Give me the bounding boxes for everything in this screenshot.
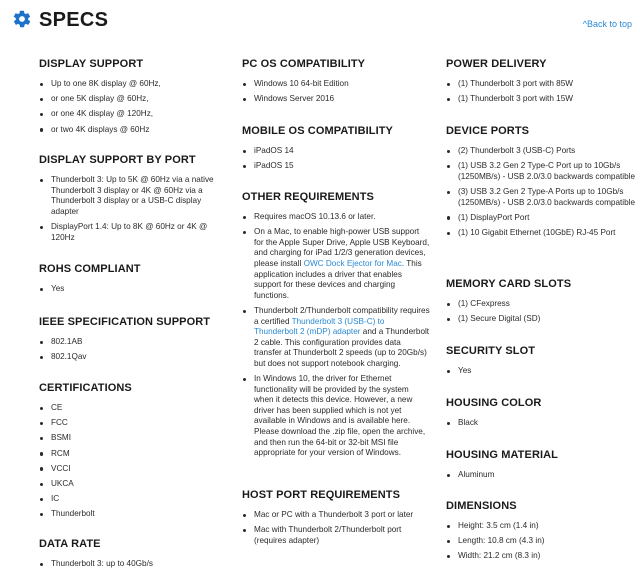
list-item: BSMI bbox=[39, 433, 224, 444]
list-item-text: and a Thunderbolt 2 cable. This configuration provides data transfer at Thunderbolt 2 speeds (up to 20Gb/s) but does not support notebook charging. bbox=[254, 327, 430, 368]
section-title: HOST PORT REQUIREMENTS bbox=[242, 489, 401, 501]
section-data-rate bbox=[39, 538, 224, 568]
list-item: (1) Secure Digital (SD) bbox=[446, 314, 636, 325]
back-to-top-link[interactable]: ^Back to top bbox=[582, 19, 632, 29]
section-security-slot bbox=[446, 345, 636, 381]
list-item: (1) DisplayPort Port bbox=[446, 213, 636, 224]
list-item: DisplayPort 1.4: Up to 8K @ 60Hz or 4K @ 120Hz bbox=[39, 222, 224, 243]
list-item: In Windows 10, the driver for Ethernet functionality will be provided by the system when it detects this device. However, a new driver has been supplied which is not yet available in Windows and is available here. Please download the .zip file, open the archive, and then run the 64-bit or 32-bit MSI file appropriate for your version of Windows. bbox=[242, 374, 430, 459]
list-item bbox=[242, 227, 430, 301]
list-item: FCC bbox=[39, 418, 224, 429]
list-item: RCM bbox=[39, 449, 224, 460]
section-title: ROHS COMPLIANT bbox=[39, 263, 141, 275]
section-title: CERTIFICATIONS bbox=[39, 382, 132, 394]
gear-icon bbox=[12, 9, 32, 29]
section-title: HOUSING MATERIAL bbox=[446, 449, 559, 461]
page-title: SPECS bbox=[39, 9, 109, 31]
list-item: Height: 3.5 cm (1.4 in) bbox=[446, 521, 636, 532]
list-item: Up to one 8K display @ 60Hz, bbox=[39, 79, 224, 90]
section-pc-os bbox=[242, 58, 430, 109]
section-title: DIMENSIONS bbox=[446, 500, 517, 512]
list-item-text: On a Mac, to enable high-power USB support for the Apple Super Drive, Apple USB Keyboard, and charging for iPad 1/2/3 generation devices, please install bbox=[254, 227, 430, 268]
section-device-ports bbox=[446, 125, 636, 243]
list-item: Thunderbolt 3: Up to 5K @ 60Hz via a native Thunderbolt 3 display or 4K @ 60Hz via a Thunderbolt 3 display or a USB-C display adapter bbox=[39, 175, 224, 217]
list-item: Aluminum bbox=[446, 470, 636, 481]
list-item: (1) Thunderbolt 3 port with 85W bbox=[446, 79, 636, 90]
list-item: IC bbox=[39, 494, 224, 505]
section-title: OTHER REQUIREMENTS bbox=[242, 191, 374, 203]
section-display-support-by-port bbox=[39, 154, 224, 248]
section-memory-card-slots bbox=[446, 278, 636, 329]
list-item: (1) Thunderbolt 3 port with 15W bbox=[446, 94, 636, 105]
section-title: MOBILE OS COMPATIBILITY bbox=[242, 125, 393, 137]
list-item: (1) USB 3.2 Gen 2 Type-C Port up to 10Gb/s (1250MB/s) - USB 2.0/3.0 backwards compatible bbox=[446, 161, 636, 182]
list-item: Windows 10 64-bit Edition bbox=[242, 79, 430, 90]
list-item-text: Thunderbolt 2/Thunderbolt compatibility requires a certified bbox=[254, 305, 430, 326]
specs-header bbox=[12, 8, 632, 34]
section-display-support bbox=[39, 58, 224, 140]
list-item: Black bbox=[446, 418, 636, 429]
list-item: Yes bbox=[446, 366, 636, 377]
list-item: 802.1Qav bbox=[39, 352, 224, 363]
section-ieee bbox=[39, 316, 224, 367]
list-item: Windows Server 2016 bbox=[242, 94, 430, 105]
section-housing-material bbox=[446, 449, 636, 485]
section-other-requirements bbox=[242, 191, 430, 463]
list-item: Width: 21.2 cm (8.3 in) bbox=[446, 551, 636, 562]
section-host-port bbox=[242, 489, 430, 551]
owc-dock-ejector-link[interactable]: OWC Dock Ejector for Mac bbox=[303, 258, 402, 268]
thunderbolt-adapter-link[interactable]: Thunderbolt 3 (USB-C) to Thunderbolt 2 (mDP) adapter bbox=[254, 316, 385, 337]
list-item: Thunderbolt bbox=[39, 509, 224, 520]
section-title: MEMORY CARD SLOTS bbox=[446, 278, 572, 290]
list-item: iPadOS 15 bbox=[242, 161, 430, 172]
list-item: Yes bbox=[39, 284, 224, 295]
section-title: IEEE SPECIFICATION SUPPORT bbox=[39, 316, 211, 328]
list-item: Thunderbolt 3: up to 40Gb/s bbox=[39, 559, 224, 568]
list-item: CE bbox=[39, 403, 224, 414]
list-item bbox=[242, 306, 430, 370]
list-item: 802.1AB bbox=[39, 337, 224, 348]
section-certifications bbox=[39, 382, 224, 525]
list-item: or one 5K display @ 60Hz, bbox=[39, 94, 224, 105]
list-item: or one 4K display @ 120Hz, bbox=[39, 109, 224, 120]
section-dimensions bbox=[446, 500, 636, 567]
section-title: POWER DELIVERY bbox=[446, 58, 547, 70]
list-item-text: . This application includes a driver that enables support for these devices and charging functions. bbox=[254, 258, 422, 300]
section-title: DEVICE PORTS bbox=[446, 125, 530, 137]
section-title: PC OS COMPATIBILITY bbox=[242, 58, 366, 70]
section-title: HOUSING COLOR bbox=[446, 397, 542, 409]
section-mobile-os bbox=[242, 125, 430, 176]
list-item: (2) Thunderbolt 3 (USB-C) Ports bbox=[446, 146, 636, 157]
list-item: VCCI bbox=[39, 464, 224, 475]
section-title: DISPLAY SUPPORT BY PORT bbox=[39, 154, 196, 166]
section-title: DISPLAY SUPPORT bbox=[39, 58, 144, 70]
list-item: or two 4K displays @ 60Hz bbox=[39, 125, 224, 136]
list-item: iPadOS 14 bbox=[242, 146, 430, 157]
list-item: (1) 10 Gigabit Ethernet (10GbE) RJ-45 Port bbox=[446, 228, 636, 239]
section-housing-color bbox=[446, 397, 636, 433]
section-power-delivery bbox=[446, 58, 636, 109]
list-item: Mac with Thunderbolt 2/Thunderbolt port (requires adapter) bbox=[242, 525, 430, 546]
list-item: Requires macOS 10.13.6 or later. bbox=[242, 212, 430, 223]
list-item: Mac or PC with a Thunderbolt 3 port or later bbox=[242, 510, 430, 521]
list-item: Length: 10.8 cm (4.3 in) bbox=[446, 536, 636, 547]
section-title: DATA RATE bbox=[39, 538, 101, 550]
list-item: (3) USB 3.2 Gen 2 Type-A Ports up to 10Gb/s (1250MB/s) - USB 2.0/3.0 backwards compatible bbox=[446, 187, 636, 208]
list-item: (1) CFexpress bbox=[446, 299, 636, 310]
list-item: UKCA bbox=[39, 479, 224, 490]
section-rohs bbox=[39, 263, 224, 299]
section-title: SECURITY SLOT bbox=[446, 345, 536, 357]
